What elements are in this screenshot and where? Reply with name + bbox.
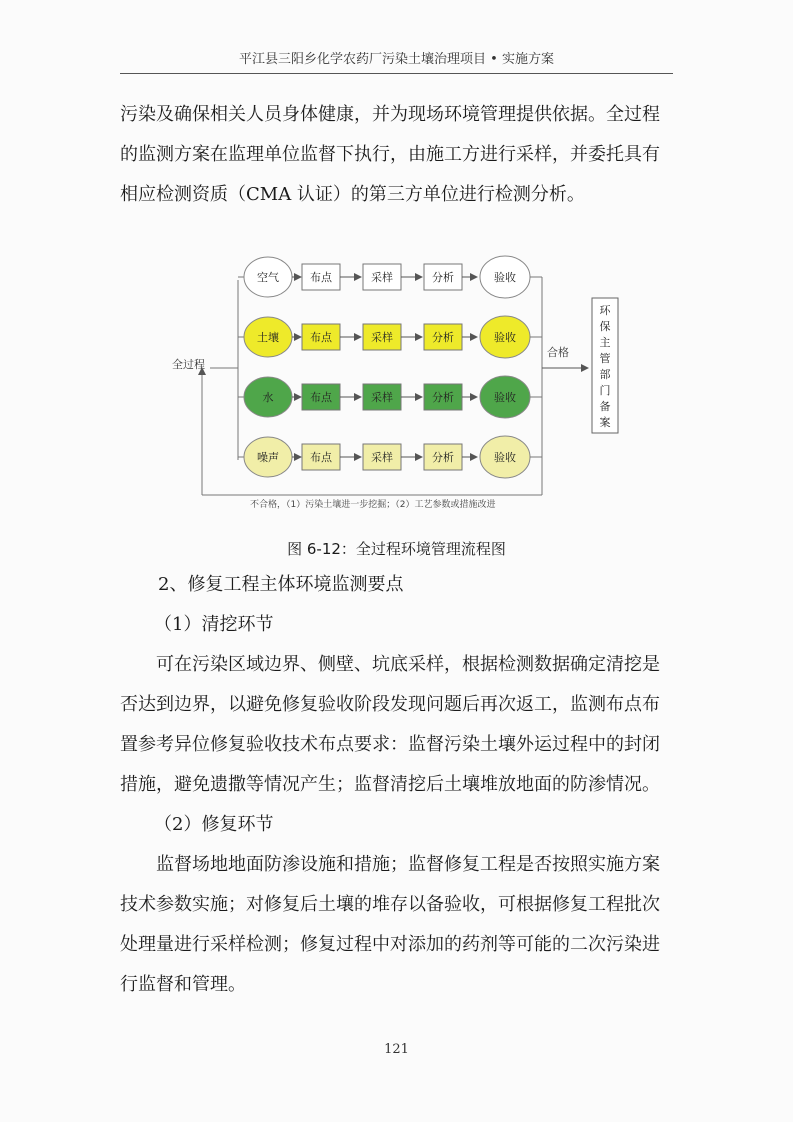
step-label: 分析 — [432, 451, 454, 464]
step-label: 分析 — [432, 271, 454, 284]
result-label: 验收 — [494, 451, 516, 464]
step-label: 分析 — [432, 391, 454, 404]
text-line: 置参考异位修复验收技术布点要求：监督污染土壤外运过程中的封闭 — [120, 734, 660, 755]
step-label: 采样 — [371, 331, 393, 344]
text-line: 行监督和管理。 — [120, 974, 246, 995]
flowchart-svg — [170, 240, 640, 515]
step-label: 采样 — [371, 391, 393, 404]
subsection-heading: （2）修复环节 — [154, 814, 274, 835]
step-label: 布点 — [310, 331, 332, 344]
start-label: 全过程 — [172, 358, 205, 371]
fail-note: 不合格，（1）污染土壤进一步挖掘；（2）工艺参数或措施改进 — [250, 500, 496, 510]
step-label: 布点 — [310, 271, 332, 284]
header-rule — [120, 73, 673, 74]
subsection-heading: （1）清挖环节 — [154, 614, 274, 635]
text-line: 可在污染区域边界、侧壁、坑底采样，根据检测数据确定清挖是 — [156, 654, 660, 675]
text-line: 否达到边界，以避免修复验收阶段发现问题后再次返工，监测布点布 — [120, 694, 660, 715]
text-line: 措施，避免遗撒等情况产生；监督清挖后土壤堆放地面的防渗情况。 — [120, 774, 660, 795]
step-label: 布点 — [310, 391, 332, 404]
pass-label: 合格 — [547, 346, 569, 359]
page-header: 平江县三阳乡化学农药厂污染土壤治理项目 • 实施方案 — [239, 52, 554, 67]
text-line: 技术参数实施；对修复后土壤的堆存以备验收，可根据修复工程批次 — [120, 894, 660, 915]
step-label: 采样 — [371, 271, 393, 284]
flowchart — [170, 240, 640, 515]
step-label: 布点 — [310, 451, 332, 464]
section-heading: 2、修复工程主体环境监测要点 — [158, 574, 404, 595]
text-line: 的监测方案在监理单位监督下执行，由施工方进行采样，并委托具有 — [120, 144, 660, 165]
medium-label: 水 — [262, 391, 274, 404]
section-body — [120, 565, 680, 1005]
medium-label: 噪声 — [257, 451, 279, 464]
text-line: 监督场地地面防渗设施和措施；监督修复工程是否按照实施方案 — [156, 854, 660, 875]
step-label: 采样 — [371, 451, 393, 464]
filing-label: 环保主管部门备案 — [599, 304, 611, 429]
intro-paragraph — [120, 95, 680, 215]
medium-label: 土壤 — [257, 331, 279, 344]
text-line: 污染及确保相关人员身体健康，并为现场环境管理提供依据。全过程 — [120, 104, 660, 125]
step-label: 分析 — [432, 331, 454, 344]
figure-caption: 图 6-12：全过程环境管理流程图 — [287, 540, 506, 558]
text-line: 处理量进行采样检测；修复过程中对添加的药剂等可能的二次污染进 — [120, 934, 660, 955]
result-label: 验收 — [494, 331, 516, 344]
medium-label: 空气 — [257, 271, 279, 284]
result-label: 验收 — [494, 391, 516, 404]
text-line: 相应检测资质（CMA 认证）的第三方单位进行检测分析。 — [120, 184, 585, 205]
result-label: 验收 — [494, 271, 516, 284]
page-number: 121 — [384, 1042, 409, 1057]
